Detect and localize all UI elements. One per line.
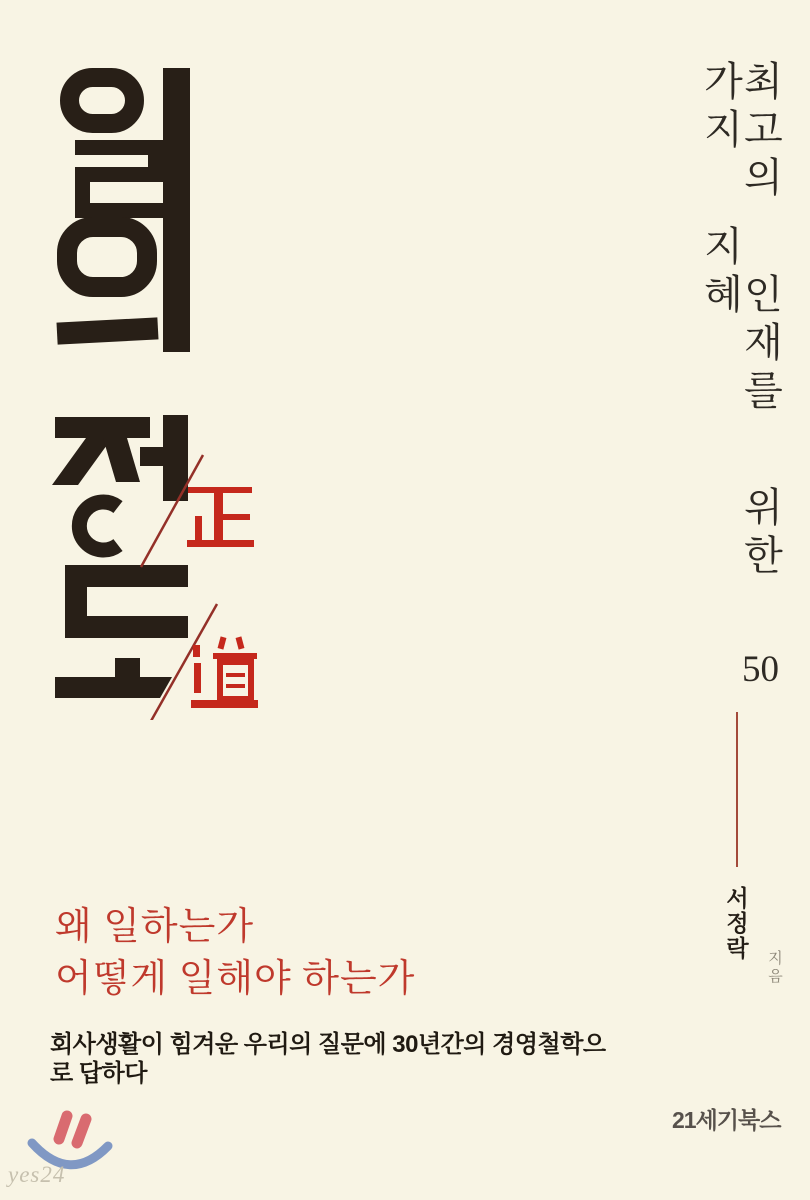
headline-pre: 최고의 인재를 위한 bbox=[738, 60, 783, 651]
subtitle-line-1: 왜 일하는가 bbox=[55, 906, 255, 948]
title-text-hidden bbox=[0, 0, 1, 1]
headline-number: 50 bbox=[742, 651, 779, 688]
hanja-do-glyph bbox=[191, 636, 258, 708]
headline-post: 가지 지혜 bbox=[698, 60, 743, 321]
yes24-watermark: yes24 bbox=[8, 1162, 66, 1187]
author-role: 지음 bbox=[766, 950, 783, 986]
divider-line bbox=[736, 712, 738, 867]
subtitle-line-2: 어떻게 일해야 하는가 bbox=[55, 958, 416, 1000]
title-char-do bbox=[55, 565, 188, 698]
publisher-logo: 21세기북스 bbox=[672, 1107, 781, 1133]
tagline: 회사생활이 힘겨운 우리의 질문에 30년간의 경영철학으로 답하다 bbox=[50, 1031, 606, 1087]
title-char-ui bbox=[56, 217, 190, 352]
hanja-jeong-glyph bbox=[187, 487, 254, 547]
vertical-headline bbox=[698, 60, 783, 705]
title-char-il bbox=[70, 68, 191, 218]
title-artwork bbox=[48, 55, 263, 720]
title-char-jeong bbox=[52, 415, 188, 550]
author-name: 서정락 bbox=[723, 886, 749, 961]
